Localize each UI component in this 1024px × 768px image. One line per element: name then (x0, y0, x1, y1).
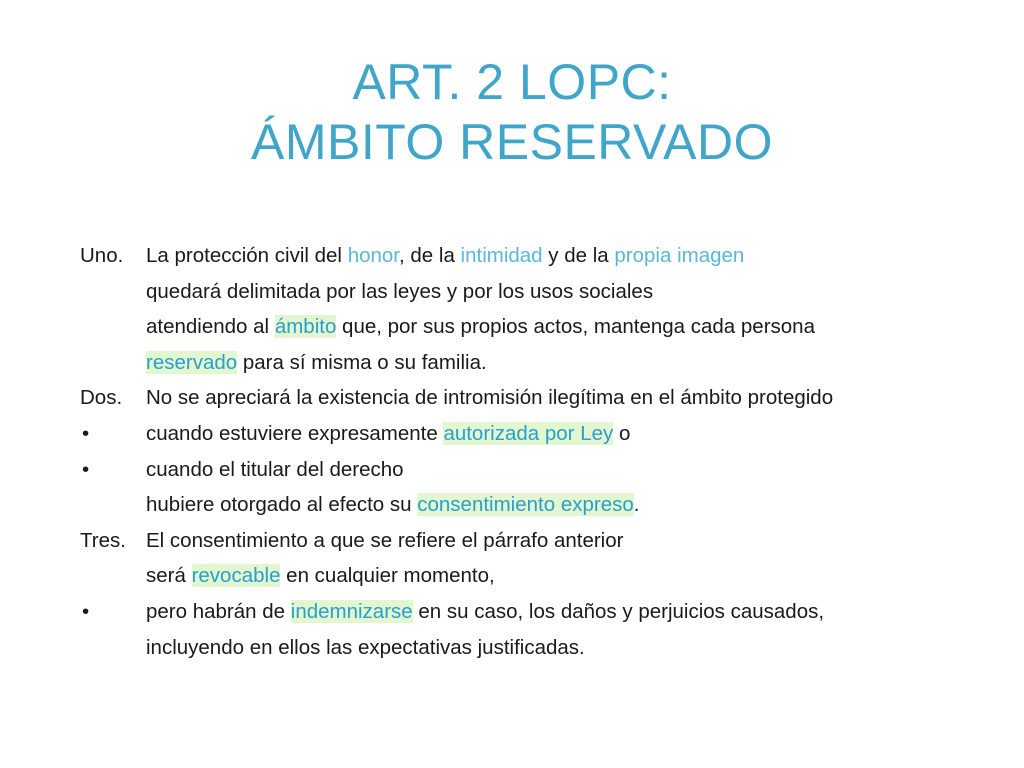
text-run: , de la (399, 244, 461, 267)
paragraph-line (80, 238, 960, 274)
line-text (146, 309, 960, 345)
paragraph-line (80, 309, 960, 345)
text-run: El consentimiento a que se refiere el párrafo anterior (146, 528, 624, 552)
text-run: en cualquier momento, (280, 564, 495, 588)
marker-spacer (80, 274, 146, 310)
line-text (146, 345, 960, 381)
paragraph-line (80, 345, 960, 381)
highlighted-term: autorizada por Ley (443, 421, 614, 445)
text-run: quedará delimitada por las leyes y por los usos sociales (146, 279, 654, 303)
marker-spacer (80, 309, 146, 345)
text-run: y de la (542, 244, 615, 267)
text-run: para sí misma o su familia. (237, 350, 487, 374)
paragraph-marker: Tres. (80, 528, 126, 552)
text-run: cuando estuviere expresamente (146, 421, 444, 445)
bullet-marker: • (82, 599, 90, 623)
text-run: No se apreciará la existencia de intromisión ilegítima en el ámbito protegido (146, 386, 834, 410)
paragraph-line (80, 558, 960, 594)
paragraph-line (80, 380, 960, 416)
text-run: será (146, 564, 192, 588)
emphasized-term: propia imagen (614, 244, 745, 267)
line-text (146, 274, 960, 310)
text-run: en su caso, los daños y perjuicios causados, (412, 599, 825, 623)
line-text (146, 238, 960, 274)
text-run: hubiere otorgado al efecto su (146, 493, 418, 517)
marker-spacer (80, 630, 146, 666)
text-run: incluyendo en ellos las expectativas justificadas. (146, 635, 585, 659)
bullet-marker: • (82, 457, 90, 481)
highlighted-term: consentimiento expreso (417, 493, 634, 517)
paragraph-line (80, 487, 960, 523)
line-text (146, 380, 960, 416)
title-line-1: ART. 2 LOPC: (352, 54, 672, 110)
highlighted-term: indemnizarse (290, 599, 413, 623)
paragraph-line (80, 452, 960, 488)
slide-body (80, 238, 960, 665)
paragraph-line (80, 416, 960, 452)
paragraph-line (80, 630, 960, 666)
highlighted-term: reservado (146, 350, 238, 374)
bullet-marker: • (82, 421, 90, 445)
paragraph-line (80, 594, 960, 630)
emphasized-term: intimidad (460, 244, 543, 267)
marker-spacer (80, 487, 146, 523)
text-run: La protección civil del (146, 244, 348, 267)
highlighted-term: ámbito (274, 315, 337, 339)
line-text (146, 558, 960, 594)
text-run: atendiendo al (146, 315, 275, 339)
marker-spacer (80, 558, 146, 594)
slide-title (0, 52, 1024, 172)
text-run: o (613, 421, 631, 445)
paragraph-line (80, 523, 960, 559)
marker-spacer (80, 345, 146, 381)
line-text (146, 416, 960, 452)
title-line-2: ÁMBITO RESERVADO (250, 114, 773, 170)
paragraph-line (80, 274, 960, 310)
text-run: pero habrán de (146, 599, 291, 623)
text-run: que, por sus propios actos, mantenga cada persona (336, 315, 815, 339)
line-text (146, 630, 960, 666)
line-text (146, 487, 960, 523)
paragraph-marker: Uno. (80, 244, 124, 267)
text-run: . (633, 493, 640, 517)
emphasized-term: honor (347, 244, 399, 267)
text-run: cuando el titular del derecho (146, 457, 404, 481)
line-text (146, 452, 960, 488)
paragraph-marker: Dos. (80, 386, 123, 410)
line-text (146, 523, 960, 559)
highlighted-term: revocable (191, 564, 281, 588)
line-text (146, 594, 960, 630)
